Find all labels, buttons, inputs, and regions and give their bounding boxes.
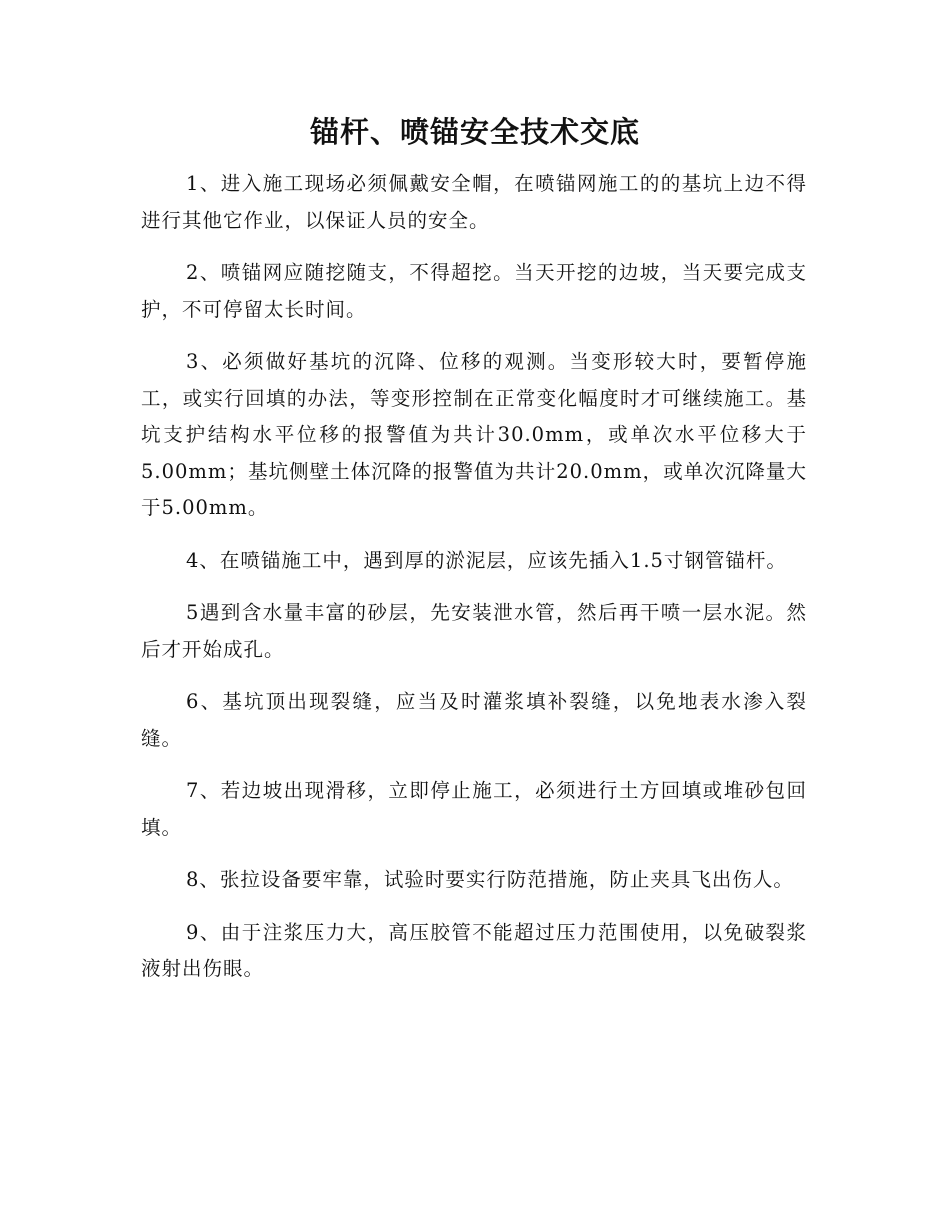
paragraph-1: 1、进入施工现场必须佩戴安全帽，在喷锚网施工的的基坑上边不得进行其他它作业，以保证人员的安全。	[141, 172, 807, 232]
document-body	[141, 166, 807, 1004]
paragraph-9: 9、由于注浆压力大，高压胶管不能超过压力范围使用，以免破裂浆液射出伤眼。	[141, 920, 807, 980]
paragraph-6: 6、基坑顶出现裂缝，应当及时灌浆填补裂缝，以免地表水渗入裂缝。	[141, 690, 807, 750]
paragraph-2: 2、喷锚网应随挖随支，不得超挖。当天开挖的边坡，当天要完成支护，不可停留太长时间。	[141, 261, 807, 321]
paragraph-8: 8、张拉设备要牢靠，试验时要实行防范措施，防止夹具飞出伤人。	[186, 868, 794, 891]
paragraph-3: 3、必须做好基坑的沉降、位移的观测。当变形较大时，要暂停施工，或实行回填的办法，等变形控制在正常变化幅度时才可继续施工。基坑支护结构水平位移的报警值为共计30.0mm，或单次水平位移大于5.00mm；基坑侧壁土体沉降的报警值为共计20.0mm，或单次沉降量大于5.00mm。	[141, 350, 807, 519]
document-title: 锚杆、喷锚安全技术交底	[309, 115, 640, 149]
paragraph-4: 4、在喷锚施工中，遇到厚的淤泥层，应该先插入1.5寸钢管锚杆。	[186, 548, 787, 572]
paragraph-5: 5遇到含水量丰富的砂层，先安装泄水管，然后再干喷一层水泥。然后才开始成孔。	[141, 601, 807, 661]
paragraph-7: 7、若边坡出现滑移，立即停止施工，必须进行土方回填或堆砂包回填。	[141, 779, 807, 839]
